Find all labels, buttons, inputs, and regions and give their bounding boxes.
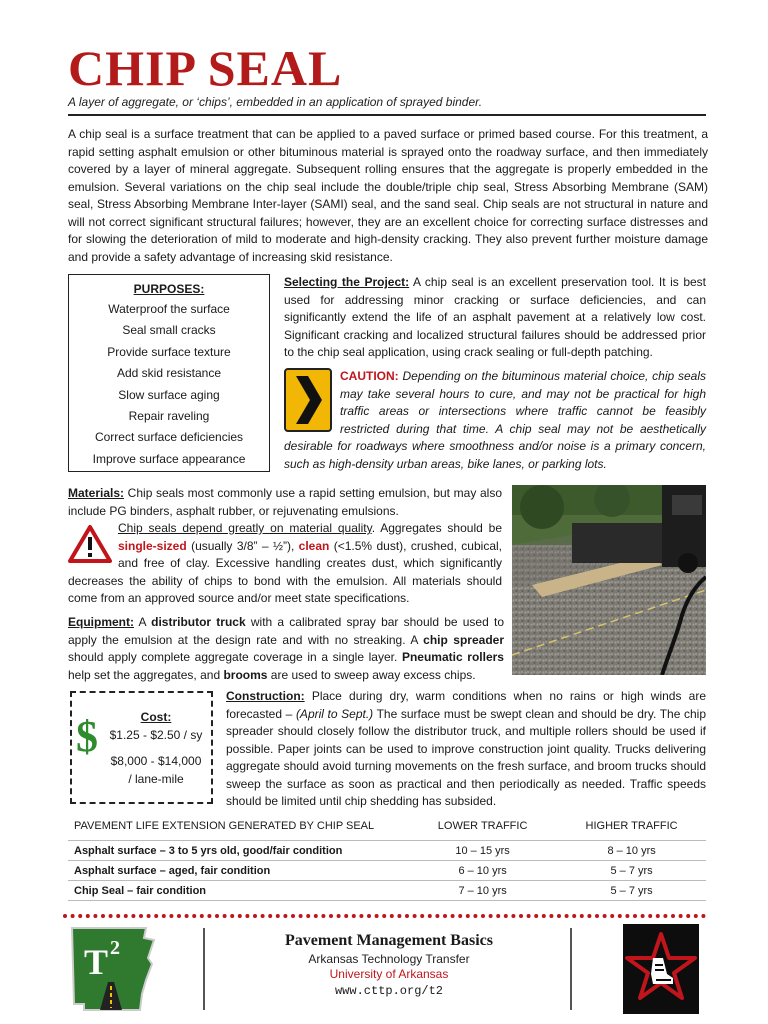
equipment-paragraph: Equipment: A distributor truck with a calibrated spray bar should be used to apply the emulsion at the design rate and with no streaking. A chip spreader should apply complete aggregate coverage in a single layer. Pneumatic rollers help set the aggregates, and brooms are used to sweep away excess chips. (68, 615, 505, 682)
column-lower-traffic: LOWER TRAFFIC (437, 820, 528, 832)
footer-divider-left (203, 928, 205, 1010)
chip-spreader-photo (512, 485, 706, 675)
construction-heading: Construction: (226, 689, 305, 703)
intro-paragraph: A chip seal is a surface treatment that can be applied to a paved surface or primed based course. For this treatment, a rapid setting asphalt emulsion or other bituminous material is sprayed onto the roadway surface, and then immediately covered by a layer of mineral aggregate. Subsequent rolling ensures that the aggregate is properly embedded in the emulsion. Several variations on the chip seal include the double/triple chip seal, Stress Absorbing Membrane (SAM) seal, Stress Absorbing Membrane Inter-layer (SAMI) seal, and the sand seal. Chip seals are not structural in nature and will not correct significant structural failures; however, they are an excellent choice for correcting surface distresses and for slowing the deterioration of mild to moderate and high-density cracking. They also prevent further moisture damage and provide a safety advantage of increasing skid resistance. (68, 127, 708, 264)
caution-paragraph (284, 368, 706, 473)
logo-sup-text: 2 (110, 937, 120, 959)
purpose-item: Waterproof the surface (108, 302, 230, 316)
materials-heading: Materials: (68, 486, 125, 500)
website-link[interactable]: www.cttp.org/t2 (334, 984, 444, 998)
purpose-item: Repair raveling (128, 409, 210, 424)
construction-paragraph: Construction: Place during dry, warm conditions when no rains or high winds are forecasted – (April to Sept.) The surface must be swept clean and should be dry. The chip spreader should closely follow the distributor truck, and multiple rollers should be used if possible. Paper joints can be used to improve construction joint quality. Trucks delivering aggregate should avoid turning movements on the fresh surface, and broom trucks should sweep the surface as soon as practical and then periodically as needed. Traffic speeds should be limited until chip shedding has subsided. (226, 689, 707, 808)
purposes-heading: PURPOSES: (133, 282, 205, 296)
cost-per-lane-mile-unit: / lane-mile (128, 772, 184, 786)
caution-text: Depending on the bituminous material choice, chip seals may take several hours to cure, and may not be practical for high traffic areas or intersections where traffic cannot be feasibly restricted during that time. A chip seal may not be aesthetically desirable for roadways where smoothness and/or noise is a primary concern, such as high-density urban areas, bike lanes, or parking lots. (284, 369, 706, 471)
table-title: PAVEMENT LIFE EXTENSION GENERATED BY CHIP SEAL (74, 820, 375, 832)
selecting-text: A chip seal is an excellent preservation tool. It is best used for addressing minor cracking or surface deficiencies, and can significantly extend the life of an asphalt pavement at a relatively low cost. Significant cracking and localized structural failures should be addressed prior to the chip seal application, using crack sealing or full-depth patching. (284, 275, 706, 359)
purpose-item: Add skid resistance (116, 366, 222, 381)
table-header-row (68, 812, 706, 841)
dollar-icon: $ (76, 712, 98, 761)
cost-per-sy: $1.25 - $2.50 / sy (109, 728, 203, 742)
page-title: CHIP SEAL (68, 40, 343, 96)
purposes-box (68, 274, 270, 472)
purpose-item: Slow surface aging (118, 387, 220, 402)
purpose-item: Correct surface deficiencies (94, 430, 244, 445)
logo-t-text: T (84, 942, 109, 982)
series-title: Pavement Management Basics (285, 932, 493, 949)
material-quality-note: Chip seals depend greatly on material quality (118, 521, 372, 535)
warning-triangle-icon (68, 524, 112, 564)
star-boot-logo (623, 924, 699, 1014)
cost-details (106, 709, 206, 788)
clean-highlight: clean (298, 538, 330, 553)
title-rule (68, 114, 706, 116)
equipment-heading: Equipment: (68, 615, 134, 629)
page-subtitle: A layer of aggregate, or ‘chips’, embedded in an application of sprayed binder. (68, 95, 483, 109)
purpose-item: Provide surface texture (107, 344, 231, 359)
t2-arkansas-logo (70, 924, 156, 1014)
table-row: Asphalt surface – 3 to 5 yrs old, good/fair condition 10 – 15 yrs 8 – 10 yrs (68, 841, 706, 861)
caution-label: CAUTION: (340, 369, 399, 383)
purpose-item: Seal small cracks (122, 323, 216, 338)
cost-heading: Cost: (140, 710, 172, 724)
selecting-paragraph (284, 274, 706, 362)
materials-paragraph: Materials: Chip seals most commonly use a rapid setting emulsion, but may also include PG binders, asphalt rubber, or rejuvenating emulsions. Chip seals depend greatly on material quality. Aggregates should be single-sized (usually 3/8” – ½”), clean (<1.5% dust), crushed, cubical, and free of clay. Excessive handling creates dust, which significantly decreases the ability of chips to bond with the emulsion. All materials should come from an approved source and/or meet state specifications. (68, 486, 502, 605)
dotted-divider (62, 913, 712, 919)
pavement-life-table (68, 812, 706, 901)
selecting-heading: Selecting the Project: (284, 275, 410, 289)
purpose-item: Improve surface appearance (92, 451, 246, 466)
org-name: Arkansas Technology Transfer (308, 952, 470, 966)
university-name: University of Arkansas (329, 967, 449, 981)
footer-text (218, 930, 560, 1000)
single-sized-highlight: single-sized (118, 538, 187, 553)
cost-per-lane-mile: $8,000 - $14,000 (110, 754, 202, 768)
table-row: Chip Seal – fair condition 7 – 10 yrs 5 – 7 yrs (68, 881, 706, 901)
table-row: Asphalt surface – aged, fair condition 6 – 10 yrs 5 – 7 yrs (68, 861, 706, 881)
footer-divider-right (570, 928, 572, 1010)
column-higher-traffic: HIGHER TRAFFIC (585, 820, 678, 832)
